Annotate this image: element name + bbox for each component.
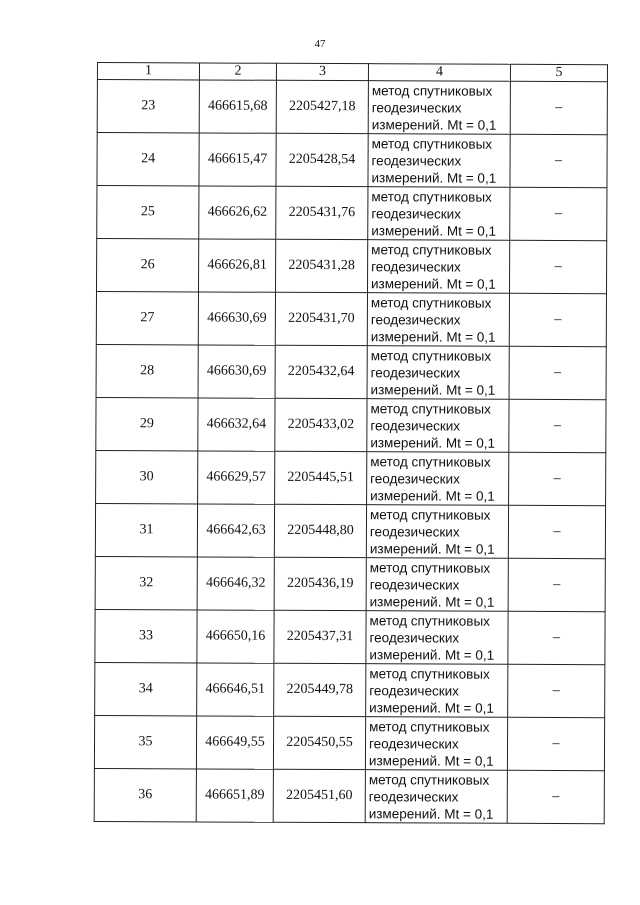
note-cell: – [509, 293, 606, 346]
x-coordinate-cell: 466651,89 [196, 769, 273, 822]
point-number-cell: 28 [96, 344, 198, 397]
method-line: метод спутниковых [370, 400, 491, 417]
coordinates-table [94, 62, 608, 824]
method-line: измерений. Mt = 0,1 [371, 275, 496, 292]
table-row [95, 556, 605, 611]
note-cell: – [509, 452, 606, 505]
x-coordinate-cell: 466642,63 [197, 504, 274, 557]
point-number-cell: 34 [95, 662, 197, 715]
point-number-cell: 24 [97, 133, 199, 186]
x-coordinate-cell: 466646,51 [197, 663, 274, 716]
y-coordinate-cell: 2205451,60 [273, 769, 365, 822]
method-line: метод спутниковых [371, 241, 492, 258]
x-coordinate-cell: 466615,47 [199, 133, 276, 186]
x-coordinate-cell: 466646,32 [197, 557, 274, 610]
point-number-cell: 26 [96, 239, 198, 292]
method-cell [367, 240, 509, 294]
table-row [95, 609, 605, 664]
note-cell: – [509, 399, 606, 452]
method-cell [368, 187, 510, 241]
header-col-3: 3 [276, 63, 368, 80]
method-line: геодезических [368, 735, 459, 752]
note-cell: – [507, 717, 604, 770]
point-number-cell: 27 [96, 292, 198, 345]
x-coordinate-cell: 466649,55 [196, 716, 273, 769]
x-coordinate-cell: 466632,64 [198, 398, 275, 451]
note-cell: – [507, 770, 604, 823]
method-cell [367, 452, 509, 506]
method-line: метод спутниковых [371, 135, 493, 152]
method-line: метод спутниковых [371, 188, 492, 205]
method-line: метод спутниковых [369, 665, 490, 682]
note-cell: – [508, 611, 605, 664]
method-line: геодезических [370, 470, 460, 487]
method-line: геодезических [369, 629, 460, 646]
method-cell [367, 293, 509, 347]
point-number-cell: 31 [95, 503, 197, 556]
table-row [95, 503, 605, 558]
method-line: геодезических [369, 576, 460, 593]
header-row [97, 63, 607, 82]
x-coordinate-cell: 466626,81 [198, 239, 275, 292]
table-row [95, 662, 605, 717]
y-coordinate-cell: 2205437,31 [274, 610, 366, 663]
method-line: измерений. Mt = 0,1 [371, 169, 497, 186]
point-number-cell: 23 [97, 80, 199, 133]
method-line: измерений. Mt = 0,1 [371, 116, 497, 133]
x-coordinate-cell: 466629,57 [198, 451, 275, 504]
table-row [94, 715, 604, 770]
method-line: измерений. Mt = 0,1 [370, 328, 496, 345]
method-line: геодезических [371, 152, 462, 169]
x-coordinate-cell: 466615,68 [199, 80, 276, 133]
method-line: метод спутниковых [370, 453, 491, 470]
method-line: измерений. Mt = 0,1 [369, 593, 495, 610]
method-cell [368, 81, 510, 135]
note-cell: – [509, 346, 606, 399]
table-row [96, 344, 606, 399]
x-coordinate-cell: 466626,62 [199, 186, 276, 239]
point-number-cell: 29 [96, 397, 198, 450]
table-row [96, 397, 606, 452]
table-row [96, 292, 606, 347]
method-line: измерений. Mt = 0,1 [369, 699, 494, 716]
method-line: измерений. Mt = 0,1 [370, 434, 496, 451]
method-line: геодезических [369, 682, 459, 699]
method-line: измерений. Mt = 0,1 [371, 222, 497, 239]
method-cell [366, 505, 508, 559]
note-cell: – [508, 664, 605, 717]
table-row [96, 239, 606, 294]
point-number-cell: 25 [97, 186, 199, 239]
table-row [97, 80, 607, 135]
method-line: метод спутниковых [370, 347, 492, 364]
y-coordinate-cell: 2205431,28 [275, 239, 367, 292]
method-line: измерений. Mt = 0,1 [368, 805, 494, 822]
table-row [94, 768, 604, 823]
y-coordinate-cell: 2205431,76 [276, 186, 368, 239]
coordinates-table-wrapper [94, 62, 608, 824]
y-coordinate-cell: 2205432,64 [275, 345, 367, 398]
note-cell: – [510, 81, 607, 134]
x-coordinate-cell: 466630,69 [198, 292, 275, 345]
method-cell [367, 399, 509, 453]
method-line: геодезических [370, 311, 461, 328]
method-line: геодезических [371, 258, 461, 275]
method-line: геодезических [369, 523, 460, 540]
x-coordinate-cell: 466630,69 [198, 345, 275, 398]
method-line: геодезических [371, 99, 462, 116]
y-coordinate-cell: 2205433,02 [275, 398, 367, 451]
method-cell [365, 717, 507, 771]
method-line: измерений. Mt = 0,1 [370, 487, 495, 504]
method-line: метод спутниковых [371, 82, 493, 99]
method-line: измерений. Mt = 0,1 [369, 540, 495, 557]
table-row [97, 186, 607, 241]
y-coordinate-cell: 2205448,80 [274, 504, 366, 557]
header-col-2: 2 [199, 63, 276, 80]
method-cell [366, 558, 508, 612]
method-line: метод спутниковых [370, 294, 492, 311]
point-number-cell: 32 [95, 556, 197, 609]
method-line: метод спутниковых [369, 718, 490, 735]
y-coordinate-cell: 2205445,51 [275, 451, 367, 504]
method-cell [367, 346, 509, 400]
note-cell: – [510, 187, 607, 240]
method-line: метод спутниковых [368, 771, 490, 788]
method-line: метод спутниковых [369, 612, 491, 629]
page-number: 47 [314, 38, 326, 50]
header-col-4: 4 [368, 64, 510, 82]
table-header [97, 63, 607, 82]
y-coordinate-cell: 2205449,78 [274, 663, 366, 716]
method-cell [368, 134, 510, 188]
point-number-cell: 36 [94, 768, 196, 821]
point-number-cell: 30 [96, 450, 198, 503]
method-line: метод спутниковых [369, 506, 491, 523]
method-line: геодезических [368, 788, 459, 805]
y-coordinate-cell: 2205427,18 [276, 80, 368, 133]
method-line: измерений. Mt = 0,1 [368, 752, 494, 769]
method-line: геодезических [370, 364, 461, 381]
note-cell: – [508, 505, 605, 558]
method-line: метод спутниковых [369, 559, 491, 576]
table-row [96, 450, 606, 505]
method-line: измерений. Mt = 0,1 [369, 646, 495, 663]
header-col-1: 1 [97, 63, 199, 80]
method-cell [366, 664, 508, 718]
y-coordinate-cell: 2205436,19 [274, 557, 366, 610]
table-body [94, 80, 607, 824]
method-line: геодезических [371, 205, 462, 222]
y-coordinate-cell: 2205428,54 [276, 133, 368, 186]
method-cell [365, 770, 507, 824]
note-cell: – [510, 134, 607, 187]
point-number-cell: 35 [94, 715, 196, 768]
y-coordinate-cell: 2205431,70 [275, 292, 367, 345]
note-cell: – [509, 240, 606, 293]
table-row [97, 133, 607, 188]
point-number-cell: 33 [95, 609, 197, 662]
method-line: геодезических [370, 417, 461, 434]
method-line: измерений. Mt = 0,1 [370, 381, 496, 398]
note-cell: – [508, 558, 605, 611]
header-col-5: 5 [510, 64, 607, 81]
method-cell [366, 611, 508, 665]
y-coordinate-cell: 2205450,55 [273, 716, 365, 769]
x-coordinate-cell: 466650,16 [197, 610, 274, 663]
